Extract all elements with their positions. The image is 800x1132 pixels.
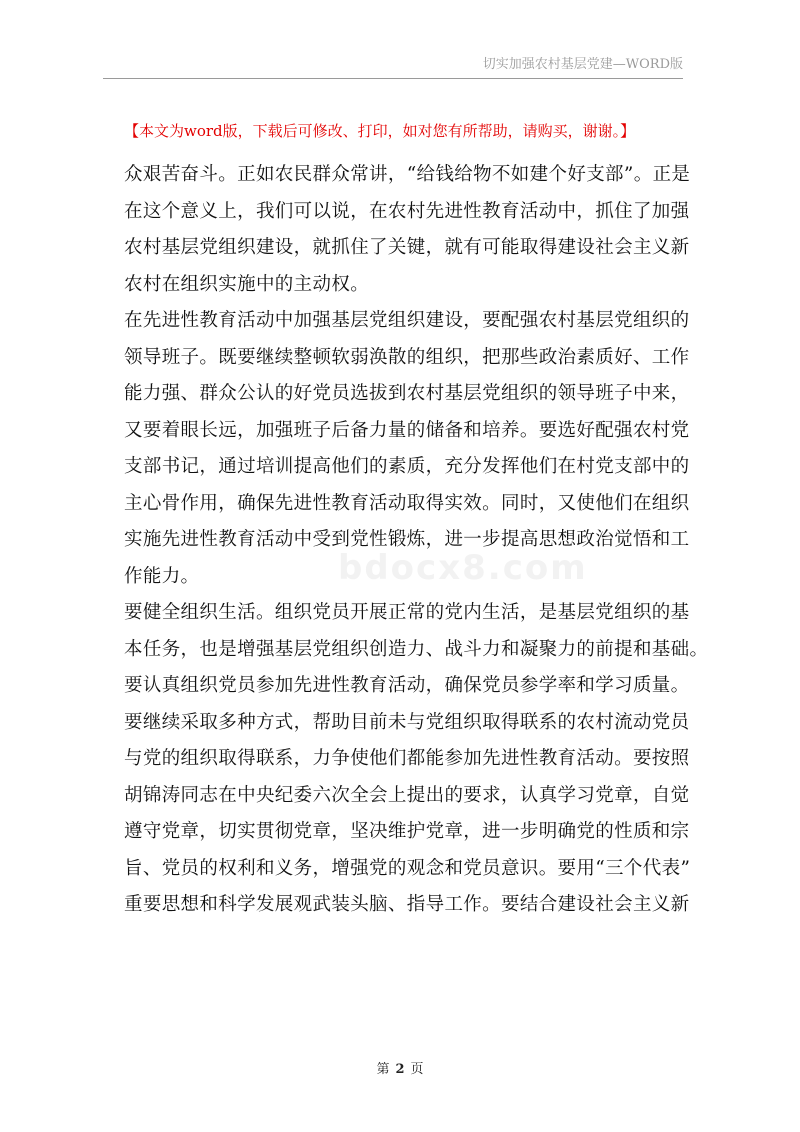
body-line: 在先进性教育活动中加强基层党组织建设，要配强农村基层党组织的: [124, 310, 690, 331]
header-title: 切实加强农村基层党建—WORD版: [482, 57, 683, 72]
body-line: 农村在组织实施中的主动权。: [124, 273, 370, 295]
body-line: 胡锦涛同志在中央纪委六次全会上提出的要求，认真学习党章，自觉: [124, 784, 690, 806]
page-header: [103, 52, 683, 79]
document-body: [124, 157, 709, 924]
page-footer: [0, 1058, 800, 1077]
body-line: 与党的组织取得联系，力争使他们都能参加先进性教育活动。要按照: [124, 748, 690, 769]
body-line: 领导班子。既要继续整顿软弱涣散的组织，把那些政治素质好、工作: [124, 346, 690, 368]
body-line: 旨、党员的权利和义务，增强党的观念和党员意识。要用“三个代表”: [124, 857, 691, 879]
body-line: 要认真组织党员参加先进性教育活动，确保党员参学率和学习质量。: [124, 675, 690, 696]
body-line: 作能力。: [124, 565, 200, 587]
footer-prefix: 第: [376, 1062, 390, 1077]
body-line: 重要思想和科学发展观武装头脑、指导工作。要结合建设社会主义新: [124, 894, 690, 915]
footer-suffix: 页: [410, 1062, 424, 1077]
body-line: 能力强、群众公认的好党员选拔到农村基层党组织的领导班子中来，: [124, 383, 690, 404]
body-line: 支部书记，通过培训提高他们的素质，充分发挥他们在村党支部中的: [124, 456, 690, 477]
body-line: 农村基层党组织建设，就抓住了关键，就有可能取得建设社会主义新: [124, 237, 690, 258]
body-line: 要继续采取多种方式，帮助目前未与党组织取得联系的农村流动党员: [124, 711, 690, 733]
body-line: 本任务，也是增强基层党组织创造力、战斗力和凝聚力的前提和基础。: [124, 638, 709, 660]
page-number: 2: [395, 1062, 405, 1077]
watermark: bdocx8.com: [338, 548, 588, 588]
body-line: 在这个意义上，我们可以说，在农村先进性教育活动中，抓住了加强: [124, 200, 690, 222]
body-line: 众艰苦奋斗。正如农民群众常讲，“给钱给物不如建个好支部”。正是: [124, 164, 691, 185]
body-line: 主心骨作用，确保先进性教育活动取得实效。同时，又使他们在组织: [124, 492, 690, 514]
word-version-notice: 【本文为word版，下载后可修改、打印，如对您有所帮助，请购买，谢谢。】: [124, 122, 636, 140]
body-line: 又要着眼长远，加强班子后备力量的储备和培养。要选好配强农村党: [124, 419, 690, 441]
body-line: 要健全组织生活。组织党员开展正常的党内生活，是基层党组织的基: [124, 602, 690, 623]
body-line: 遵守党章，切实贯彻党章，坚决维护党章，进一步明确党的性质和宗: [124, 821, 690, 842]
body-line: 实施先进性教育活动中受到党性锻炼，进一步提高思想政治觉悟和工: [124, 529, 690, 550]
